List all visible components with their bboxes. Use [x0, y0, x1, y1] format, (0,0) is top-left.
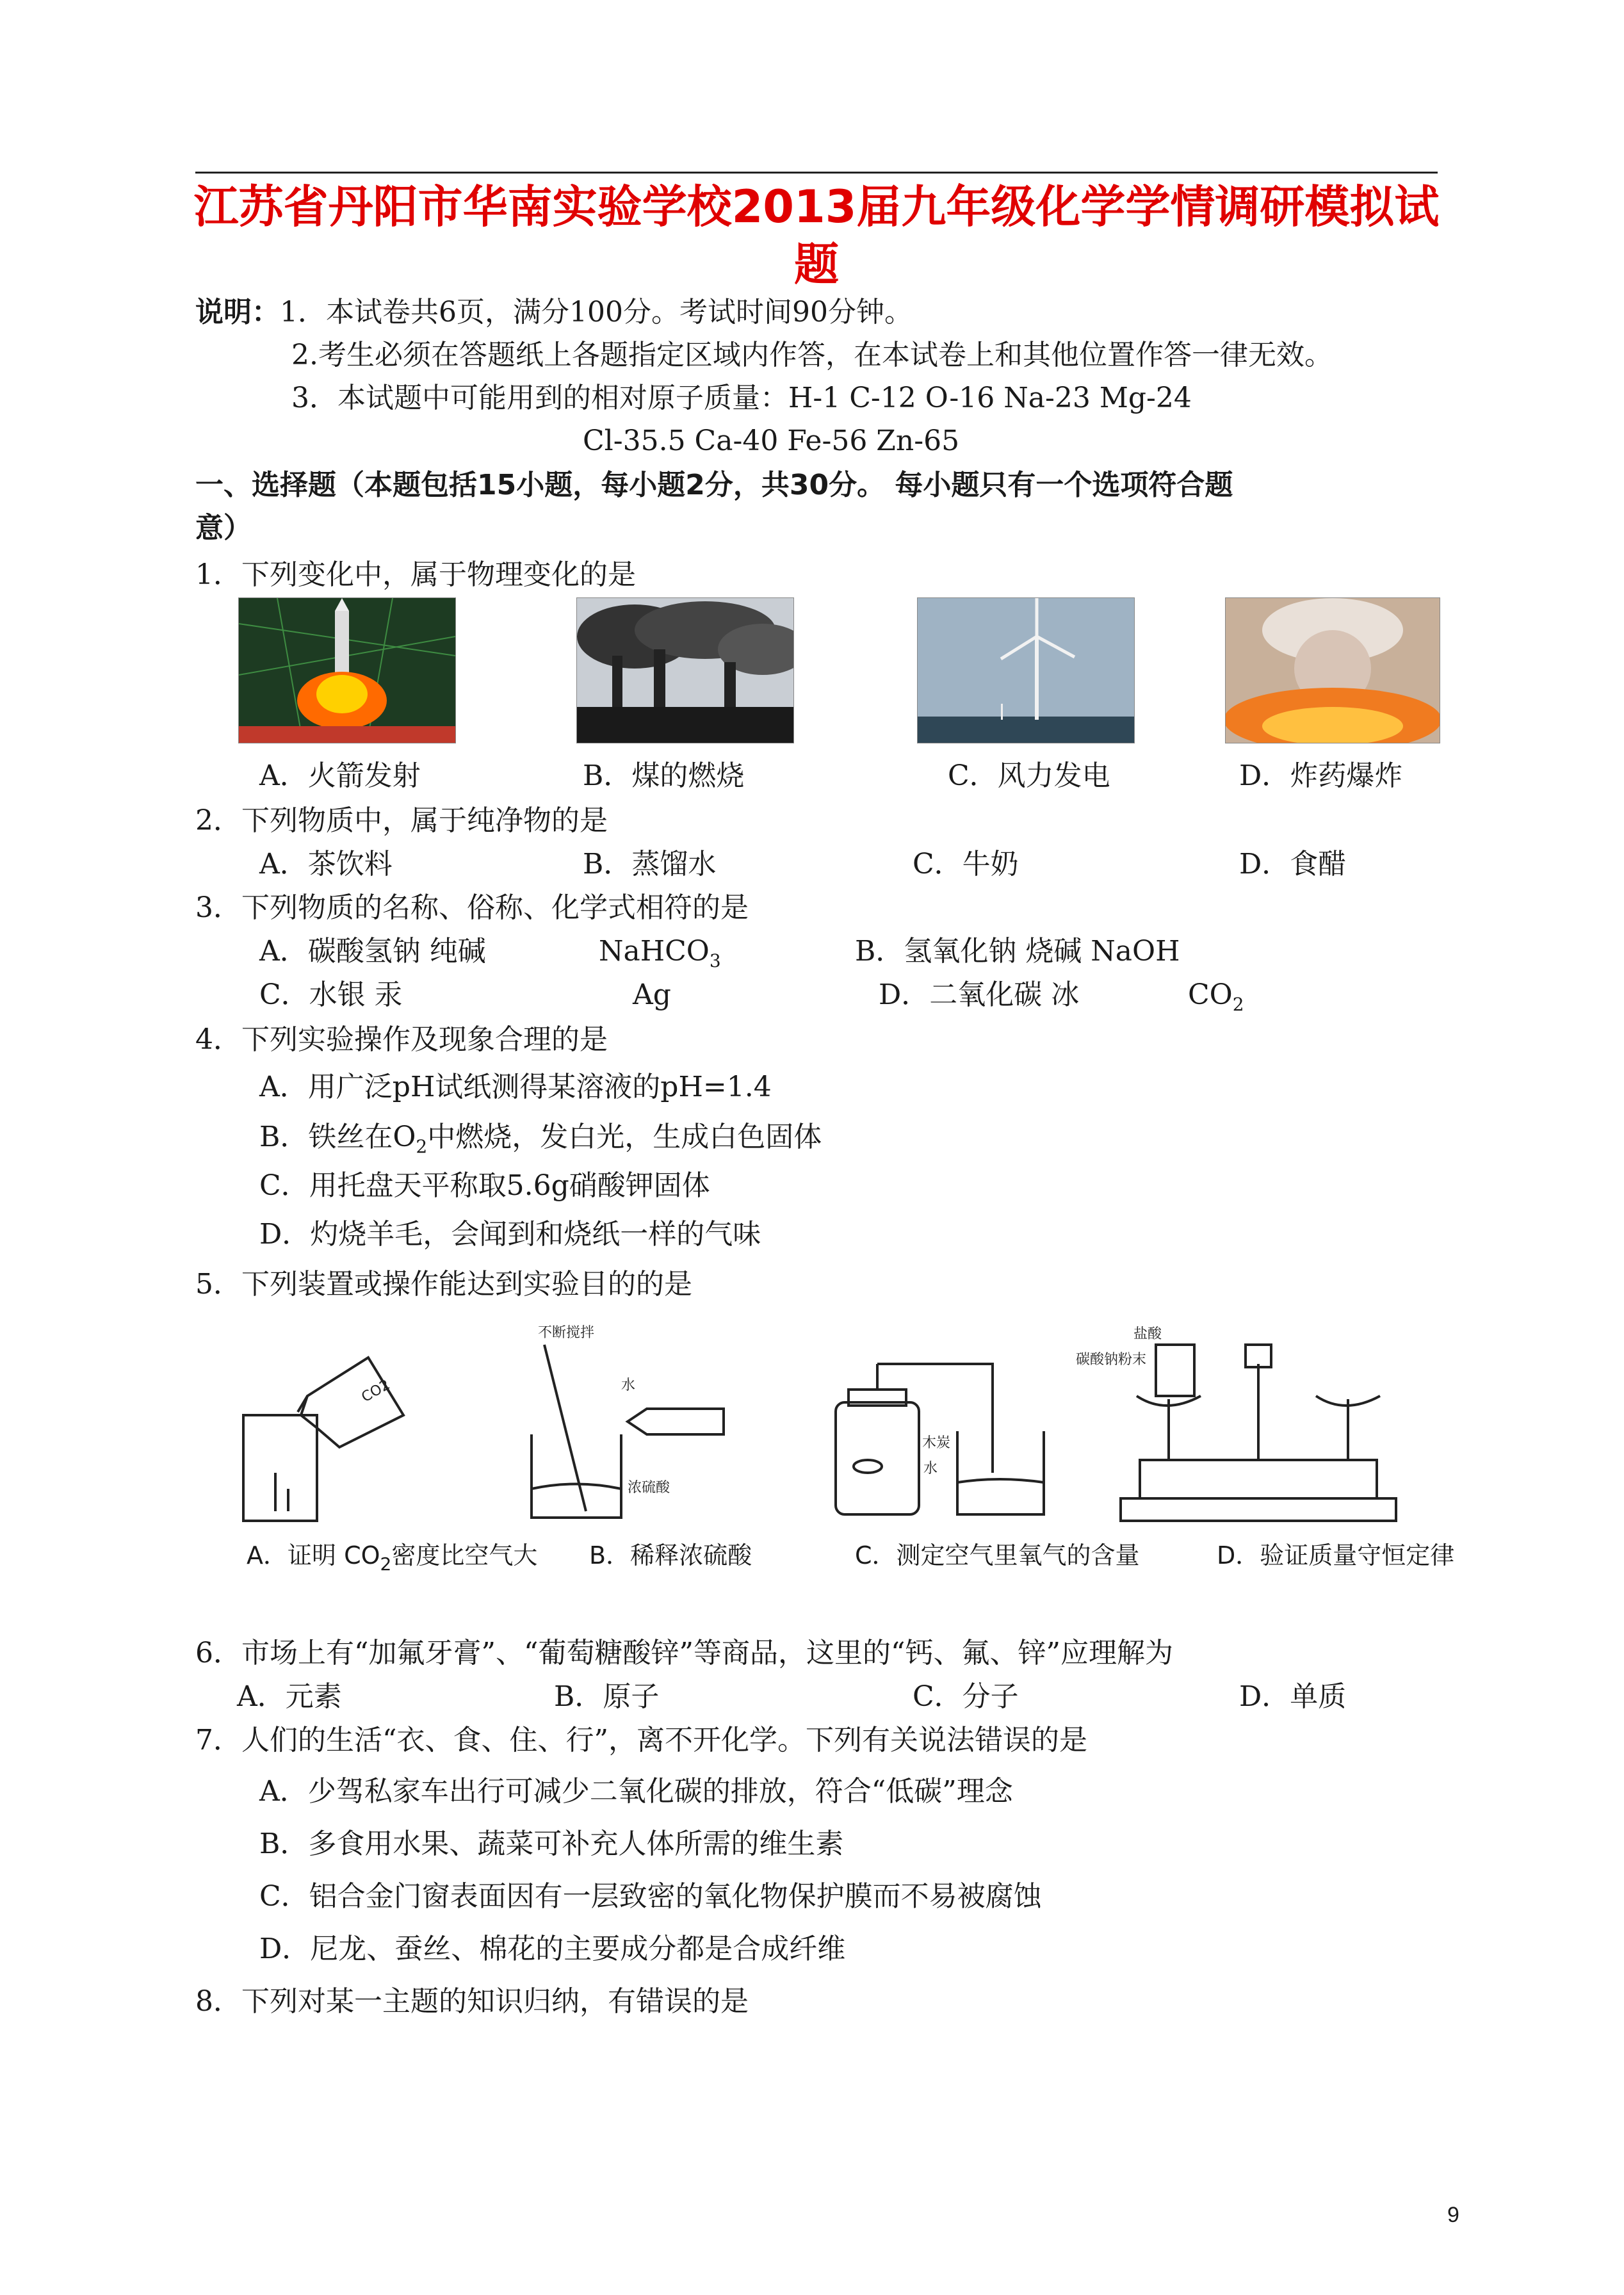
q1-option-c: C．风力发电 [948, 759, 1110, 792]
option-text: B．铁丝在O [259, 1121, 416, 1153]
instruction-item-2: 2.考生必须在答题纸上各题指定区域内作答，在本试卷上和其他位置作答一律无效。 [291, 339, 1333, 371]
formula-subscript: 2 [1232, 994, 1244, 1015]
label-co2: CO2 [359, 1377, 393, 1406]
option-text: 中燃烧，发白光，生成白色固体 [427, 1121, 822, 1153]
q3-option-d-formula [1188, 976, 1244, 1024]
instructions-label: 说明： [195, 296, 280, 328]
q7-option-d: D．尼龙、蚕丝、棉花的主要成分都是合成纤维 [259, 1933, 846, 1965]
coal-burning-image [576, 597, 794, 743]
formula-subscript: 2 [416, 1136, 428, 1157]
q6-option-b: B．原子 [554, 1680, 660, 1713]
q2-option-a: A．茶饮料 [259, 848, 393, 880]
instruction-item-3: 3．本试题中可能用到的相对原子质量：H-1 C-12 O-16 Na-23 Mg-24 [291, 382, 1192, 414]
formula-text: CO [1188, 978, 1233, 1011]
q5-option-c: C．测定空气里氧气的含量 [855, 1541, 1140, 1569]
q4-option-c: C．用托盘天平称取5.6g硝酸钾固体 [259, 1169, 710, 1202]
label-water-c: 水 [923, 1461, 938, 1477]
formula-subscript: 2 [380, 1553, 392, 1575]
q3-stem: 3．下列物质的名称、俗称、化学式相符的是 [195, 891, 749, 924]
label-charcoal: 木炭 [922, 1435, 951, 1451]
q4-stem: 4．下列实验操作及现象合理的是 [195, 1023, 608, 1056]
page-number: 9 [1447, 2203, 1459, 2227]
label-stir: 不断搅拌 [538, 1325, 595, 1341]
q1-option-a: A．火箭发射 [259, 759, 421, 792]
wind-power-image [917, 597, 1135, 743]
label-hcl: 盐酸 [1133, 1326, 1162, 1342]
caption-text: A．证明 CO [247, 1541, 380, 1569]
q3-option-d-name: D．二氧化碳 冰 [879, 978, 1080, 1011]
q7-option-b: B．多食用水果、蔬菜可补充人体所需的维生素 [259, 1828, 844, 1860]
instructions-line-1 [195, 293, 913, 332]
formula-subscript: 3 [709, 950, 721, 971]
q6-option-d: D．单质 [1239, 1680, 1347, 1713]
header-rule [195, 172, 1438, 174]
explosion-image [1225, 597, 1440, 743]
q2-option-d: D．食醋 [1239, 848, 1347, 880]
q4-option-d: D．灼烧羊毛，会闻到和烧纸一样的气味 [259, 1218, 761, 1251]
q1-option-d: D．炸药爆炸 [1239, 759, 1403, 792]
formula-text: NaHCO [599, 935, 710, 968]
q5-option-d: D．验证质量守恒定律 [1217, 1541, 1455, 1569]
q7-option-a: A．少驾私家车出行可减少二氧化碳的排放，符合“低碳”理念 [259, 1775, 1013, 1808]
q4-option-b [259, 1118, 822, 1166]
q7-stem: 7．人们的生活“衣、食、住、行”，离不开化学。下列有关说法错误的是 [195, 1724, 1087, 1756]
label-sodium-carbonate: 碳酸钠粉末 [1076, 1352, 1147, 1368]
q3-option-a-formula [599, 932, 721, 980]
q4-option-a: A．用广泛pH试纸测得某溶液的pH=1.4 [259, 1071, 772, 1103]
q8-stem: 8．下列对某一主题的知识归纳，有错误的是 [195, 1985, 749, 2018]
page-title: 江苏省丹阳市华南实验学校2013届九年级化学学情调研模拟试 [193, 181, 1440, 233]
q3-option-c-formula: Ag [633, 978, 671, 1011]
q2-option-b: B．蒸馏水 [583, 848, 717, 880]
q2-stem: 2．下列物质中，属于纯净物的是 [195, 804, 608, 837]
instruction-item-3-continued: Cl-35.5 Ca-40 Fe-56 Zn-65 [583, 425, 960, 457]
q6-option-c: C．分子 [913, 1680, 1019, 1713]
section-heading: 一、选择题（本题包括15小题，每小题2分，共30分。 每小题只有一个选项符合题 [195, 469, 1233, 501]
q2-option-c: C．牛奶 [913, 848, 1019, 880]
q1-stem: 1．下列变化中，属于物理变化的是 [195, 558, 636, 591]
q3-option-b: B．氢氧化钠 烧碱 NaOH [855, 935, 1180, 968]
q5-stem: 5．下列装置或操作能达到实验目的的是 [195, 1268, 692, 1301]
label-water: 水 [621, 1377, 636, 1393]
q3-option-a-name: A．碳酸氢钠 纯碱 [259, 935, 486, 968]
q5-option-b: B．稀释浓硫酸 [589, 1541, 752, 1569]
q6-option-a: A．元素 [237, 1680, 342, 1713]
rocket-launch-image [238, 597, 456, 743]
balance-apparatus [1121, 1345, 1396, 1521]
instruction-item-1: 1．本试卷共6页，满分100分。考试时间90分钟。 [280, 296, 913, 328]
q5-apparatus-diagram [237, 1319, 1505, 1530]
page-title-continued: 题 [794, 238, 839, 291]
label-acid: 浓硫酸 [628, 1480, 670, 1496]
q6-stem: 6．市场上有“加氟牙膏”、“葡萄糖酸锌”等商品，这里的“钙、氟、锌”应理解为 [195, 1637, 1173, 1669]
q1-option-b: B．煤的燃烧 [583, 759, 745, 792]
section-heading-continued: 意） [195, 512, 252, 544]
q3-option-c-name: C．水银 汞 [259, 978, 403, 1011]
q7-option-c: C．铝合金门窗表面因有一层致密的氧化物保护膜而不易被腐蚀 [259, 1880, 1042, 1913]
q5-option-a [247, 1536, 537, 1575]
caption-text: 密度比空气大 [391, 1541, 538, 1569]
